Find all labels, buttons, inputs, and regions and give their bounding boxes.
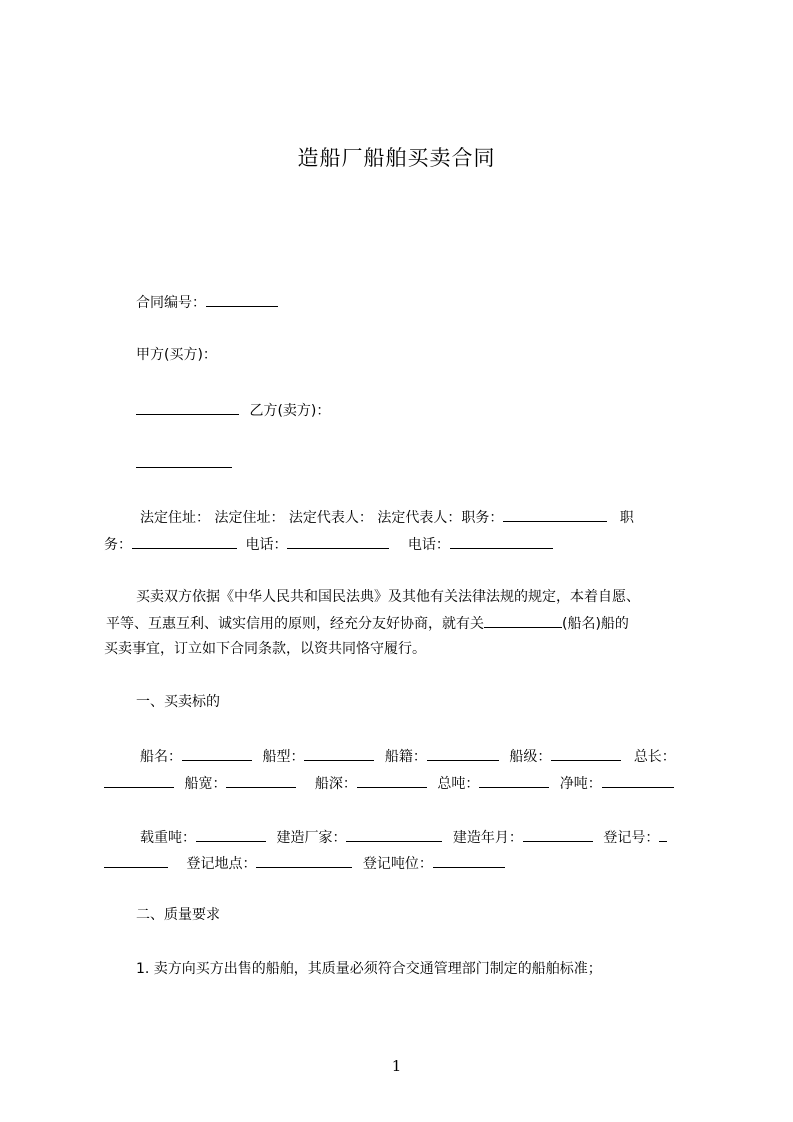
overall-length-blank [104, 773, 174, 788]
net-tonnage-blank [602, 773, 674, 788]
position-a-blank [503, 507, 607, 522]
registration-place-blank [256, 853, 352, 868]
ship-type-label: 船型： [262, 749, 305, 765]
clause-2-1: 1. 卖方向买方出售的船舶，其质量必须符合交通管理部门制定的船舶标准； [136, 961, 602, 977]
phone-a-blank [287, 534, 389, 549]
contract-number-line [136, 292, 278, 312]
breadth-label: 船宽： [184, 776, 227, 792]
net-tonnage-label: 净吨： [559, 776, 602, 792]
party-b-name-blank [136, 453, 232, 468]
build-date-label: 建造年月： [452, 830, 523, 846]
preamble-line-3: 买卖事宜，订立如下合同条款，以资共同恪守履行。 [104, 641, 426, 657]
ship-registry-label: 船籍： [384, 749, 427, 765]
registration-no-blank [104, 853, 168, 868]
position-label: 务： [104, 537, 132, 553]
contract-number-blank [206, 292, 278, 307]
build-date-blank [523, 827, 593, 842]
ship-class-blank [551, 746, 621, 761]
preamble-line-2-a: 平等、互惠互利、诚实信用的原则，经充分友好协商，就有关 [106, 616, 484, 632]
ship-name-label: 船名： [140, 749, 182, 765]
vessel-info-line-2 [104, 773, 674, 793]
info-line-1-end: 职 [619, 510, 634, 526]
breadth-blank [226, 773, 296, 788]
gross-tonnage-blank [479, 773, 549, 788]
preamble-line-1: 买卖双方依据《中华人民共和国民法典》及其他有关法律法规的规定，本着自愿、 [136, 589, 640, 605]
builder-blank [346, 827, 442, 842]
registered-tonnage-label: 登记吨位： [362, 856, 433, 872]
info-line-2 [104, 534, 553, 554]
position-b-blank [132, 534, 237, 549]
depth-blank [357, 773, 427, 788]
info-line-1-text: 法定住址： 法定住址： 法定代表人： 法定代表人：职务： [140, 510, 504, 526]
ship-name-field-blank [182, 746, 252, 761]
gross-tonnage-label: 总吨： [437, 776, 480, 792]
contract-number-label: 合同编号： [136, 295, 206, 311]
phone-a-label: 电话： [245, 537, 288, 553]
depth-label: 船深： [314, 776, 357, 792]
page-number: 1 [391, 1057, 402, 1075]
phone-b-label: 电话： [407, 537, 450, 553]
preamble-line-2 [106, 613, 629, 633]
vessel-info-line-4 [104, 853, 505, 873]
party-b-name-line [136, 453, 232, 473]
document-title: 造船厂船舶买卖合同 [297, 146, 496, 170]
deadweight-label: 载重吨： [140, 830, 196, 846]
ship-class-label: 船级： [509, 749, 552, 765]
ship-registry-blank [427, 746, 499, 761]
party-a-name-blank [136, 400, 239, 415]
registration-place-label: 登记地点： [186, 856, 257, 872]
overall-length-label: 总长： [633, 749, 676, 765]
preamble-line-2-b: (船名)船的 [562, 616, 629, 632]
info-line-1 [140, 507, 634, 527]
vessel-info-line-3 [140, 827, 667, 847]
ship-name-blank [484, 613, 562, 628]
party-a-label: 甲方(买方)： [136, 347, 217, 363]
ship-type-blank [304, 746, 374, 761]
section-1-heading: 一、买卖标的 [136, 694, 220, 710]
party-b-line [136, 400, 330, 420]
deadweight-blank [196, 827, 266, 842]
registration-no-blank-start [659, 827, 667, 842]
builder-label: 建造厂家： [276, 830, 347, 846]
party-b-label: 乙方(卖方)： [249, 403, 331, 419]
phone-b-blank [450, 534, 553, 549]
registration-no-label: 登记号： [603, 830, 660, 846]
section-2-heading: 二、质量要求 [136, 907, 220, 923]
registered-tonnage-blank [433, 853, 505, 868]
vessel-info-line-1 [140, 746, 676, 766]
